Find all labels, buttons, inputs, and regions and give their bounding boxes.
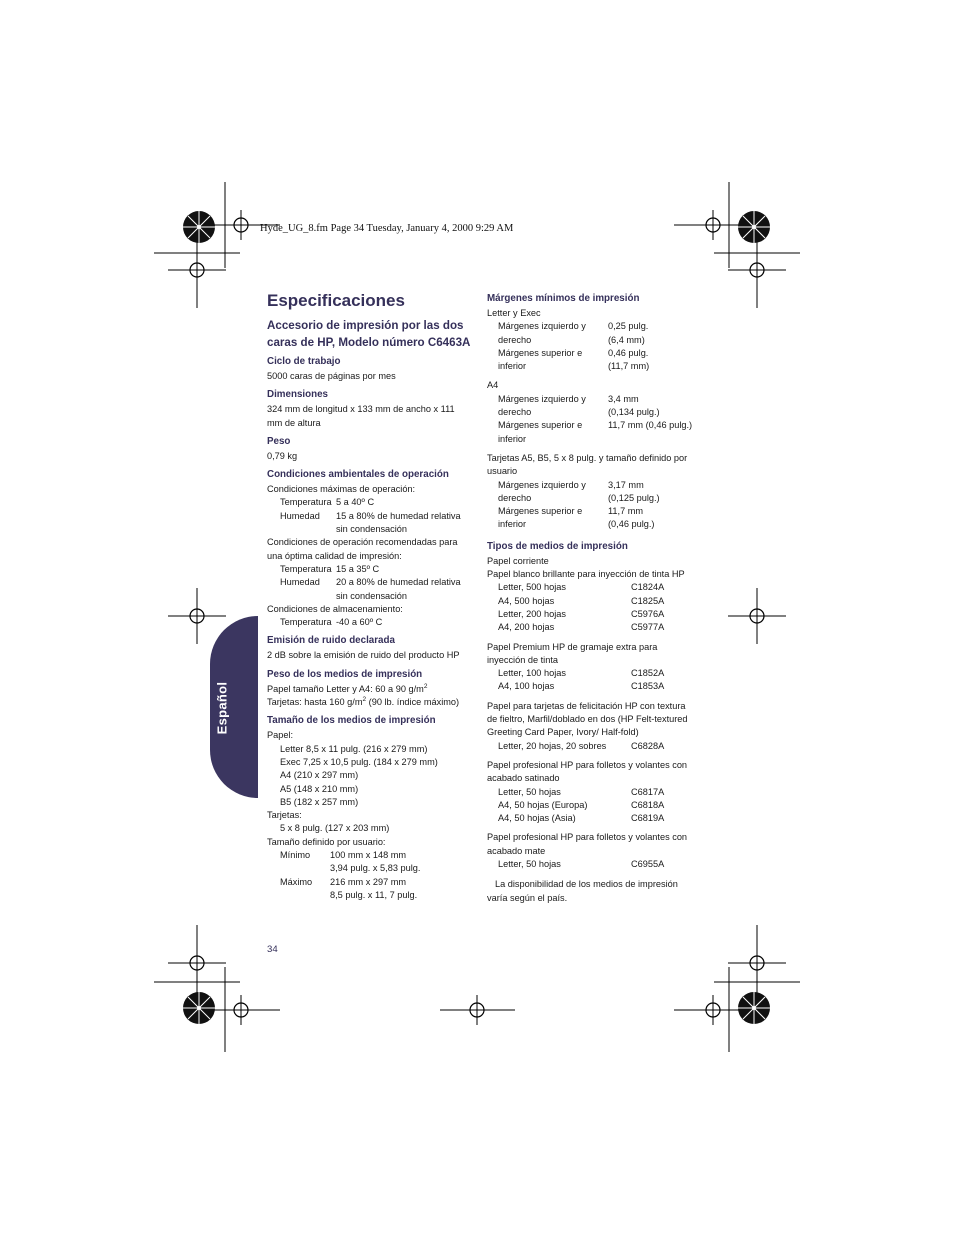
env-store-intro: Condiciones de almacenamiento: (267, 603, 403, 614)
media-item (487, 786, 697, 799)
right-column (487, 292, 697, 905)
weight-heading: Peso (267, 435, 291, 447)
media-item (487, 581, 697, 594)
margin-value: 11,7 mm (608, 506, 644, 517)
media-name: Letter, 200 hojas (498, 608, 566, 619)
media-group-label: Papel blanco brillante para inyección de tinta HP (487, 569, 685, 580)
env-value-group (336, 576, 472, 603)
env-value: 15 a 80% de humedad relativa (336, 510, 461, 521)
margin-key-group (498, 479, 608, 506)
media-code: C1824A (631, 582, 665, 593)
media-item (487, 812, 697, 825)
margin-row (487, 419, 697, 446)
margin-key: inferior (498, 519, 527, 530)
env-store-temp (267, 616, 472, 629)
paper-size: B5 (182 x 257 mm) (280, 796, 359, 807)
margin-group-label: A4 (487, 380, 499, 391)
media-name: Letter, 100 hojas (498, 668, 566, 679)
custom-key: Máximo (280, 876, 313, 887)
media-name: A4, 100 hojas (498, 681, 555, 692)
media-item (487, 680, 697, 693)
env-value: 20 a 80% de humedad relativa (336, 577, 461, 588)
margin-key: derecho (498, 492, 532, 503)
paper-size: Letter 8,5 x 11 pulg. (216 x 279 mm) (280, 743, 428, 754)
media-weight-text: Papel tamaño Letter y A4: 60 a 90 g/m (267, 683, 424, 694)
media-code: C6819A (631, 813, 665, 824)
file-header: Hyde_UG_8.fm Page 34 Tuesday, January 4, 2000 9:29 AM (260, 223, 514, 234)
env-label: Humedad (280, 577, 320, 588)
env-label: Temperatura (280, 563, 332, 574)
dims-text: 324 mm de longitud x 133 mm de ancho x 111 mm de altura (267, 404, 455, 428)
media-item (487, 858, 697, 871)
margins-groups (487, 307, 697, 532)
page-number: 34 (267, 944, 278, 955)
media-weight-heading: Peso de los medios de impresión (267, 668, 423, 680)
media-name: A4, 500 hojas (498, 595, 555, 606)
custom-value-group (330, 849, 472, 876)
types-groups (487, 568, 697, 871)
margin-value: (11,7 mm) (608, 361, 650, 372)
env-max-hum (267, 510, 472, 537)
media-code: C6955A (631, 858, 665, 869)
media-weight-line (267, 683, 472, 696)
availability-note: La disponibilidad de los medios de impresión varía según el país. (487, 879, 678, 903)
env-max-intro: Condiciones máximas de operación: (267, 484, 416, 495)
media-group-label: Papel Premium HP de gramaje extra para inyección de tinta (487, 641, 658, 665)
margin-key-group (498, 419, 608, 446)
media-code: C6817A (631, 786, 665, 797)
margin-key: derecho (498, 407, 532, 418)
custom-label: Tamaño definido por usuario: (267, 836, 386, 847)
margin-key: inferior (498, 361, 527, 372)
dims-heading: Dimensiones (267, 389, 328, 401)
media-code: C1852A (631, 668, 665, 679)
media-code: C6828A (631, 740, 665, 751)
custom-value: 3,94 pulg. x 5,83 pulg. (330, 863, 421, 874)
duty-heading: Ciclo de trabajo (267, 356, 341, 367)
media-item (487, 595, 697, 608)
margin-value: (6,4 mm) (608, 334, 645, 345)
media-code: C1825A (631, 595, 665, 606)
margin-key-group (498, 347, 608, 374)
paper-size: A5 (148 x 210 mm) (280, 783, 359, 794)
media-weight-text: Tarjetas: hasta 160 g/m (267, 697, 363, 708)
margin-value: 11,7 mm (0,46 pulg.) (608, 420, 693, 431)
env-heading: Condiciones ambientales de operación (267, 469, 449, 481)
cards-label: Tarjetas: (267, 810, 302, 821)
margin-key: Márgenes izquierdo y (498, 393, 586, 404)
media-item (487, 608, 697, 621)
left-column (267, 290, 472, 902)
margin-value: (0,46 pulg.) (608, 519, 655, 530)
plain-paper: Papel corriente (487, 555, 549, 566)
paper-size: A4 (210 x 297 mm) (280, 770, 359, 781)
media-weight-text: (90 lb. índice máximo) (366, 697, 460, 708)
margin-row (487, 505, 697, 532)
media-name: A4, 50 hojas (Europa) (498, 799, 588, 810)
margin-value: (0,125 pulg.) (608, 492, 660, 503)
env-max-temp (267, 496, 472, 509)
margin-key: Márgenes izquierdo y (498, 321, 586, 332)
media-size-heading: Tamaño de los medios de impresión (267, 715, 436, 727)
custom-value: 216 mm x 297 mm (330, 876, 407, 887)
language-tab-label: Español (214, 681, 230, 735)
media-weight-line (267, 696, 472, 709)
env-label: Temperatura (280, 497, 332, 508)
margin-row (487, 393, 697, 420)
margin-group-label: Letter y Exec (487, 308, 541, 318)
margin-value: (0,134 pulg.) (608, 407, 660, 418)
env-rec-intro: Condiciones de operación recomendadas para una óptima calidad de impresión: (267, 537, 458, 561)
margin-key-group (498, 320, 608, 347)
custom-value-group (330, 876, 472, 903)
margin-value-group (608, 393, 697, 420)
margin-row (487, 320, 697, 347)
media-group-label: Papel profesional HP para folletos y volantes con acabado mate (487, 832, 688, 856)
margin-group-label: Tarjetas A5, B5, 5 x 8 pulg. y tamaño definido por usuario (487, 452, 688, 477)
margin-value: 0,46 pulg. (608, 347, 649, 358)
duty-text: 5000 caras de páginas por mes (267, 371, 396, 381)
margin-value: 3,4 mm (608, 393, 639, 404)
margin-key: Márgenes superior e (498, 347, 583, 358)
env-value: 15 a 35º C (336, 563, 380, 574)
margin-value: 3,17 mm (608, 479, 644, 490)
margin-value-group (608, 347, 697, 374)
paper-size: Exec 7,25 x 10,5 pulg. (184 x 279 mm) (280, 756, 438, 767)
media-code: C5977A (631, 622, 665, 633)
page-title: Especificaciones (267, 291, 405, 310)
custom-min (267, 849, 472, 876)
margin-value-group (608, 320, 697, 347)
noise-text: 2 dB sobre la emisión de ruido del producto HP (267, 650, 460, 661)
margin-row (487, 347, 697, 374)
media-group-label: Papel para tarjetas de felicitación HP con textura de fieltro, Marfil/doblado en dos (HP Felt-textured Greeting Card Paper, Ivory/ Half-fold) (487, 700, 688, 738)
margin-key: Márgenes superior e (498, 420, 583, 431)
env-value: sin condensación (336, 590, 407, 601)
custom-value: 8,5 pulg. x 11, 7 pulg. (330, 889, 418, 900)
margin-value-group (608, 505, 697, 532)
media-code: C6818A (631, 799, 665, 810)
env-label: Humedad (280, 510, 320, 521)
margin-key: Márgenes superior e (498, 506, 583, 517)
env-value-group (336, 510, 472, 537)
types-heading: Tipos de medios de impresión (487, 540, 628, 552)
env-rec-temp (267, 563, 472, 576)
margins-heading: Márgenes mínimos de impresión (487, 293, 640, 304)
margin-key: Márgenes izquierdo y (498, 479, 586, 490)
media-name: A4, 50 hojas (Asia) (498, 813, 576, 824)
custom-key: Mínimo (280, 850, 311, 861)
media-code: C5976A (631, 608, 665, 619)
margin-key: inferior (498, 433, 527, 444)
env-value: 5 a 40º C (336, 497, 375, 508)
margin-value-group (608, 479, 697, 506)
custom-max (267, 876, 472, 903)
env-label: Temperatura (280, 617, 332, 628)
margin-value: 0,25 pulg. (608, 321, 649, 332)
custom-value: 100 mm x 148 mm (330, 850, 407, 861)
media-item (487, 740, 697, 753)
paper-label: Papel: (267, 730, 294, 741)
margin-value-group (608, 419, 697, 446)
media-item (487, 799, 697, 812)
margin-key: derecho (498, 334, 532, 345)
env-value: -40 a 60º C (336, 617, 383, 628)
media-group-label: Papel profesional HP para folletos y volantes con acabado satinado (487, 759, 688, 784)
media-item (487, 667, 697, 680)
media-name: A4, 200 hojas (498, 622, 555, 633)
media-name: Letter, 50 hojas (498, 786, 561, 797)
noise-heading: Emisión de ruido declarada (267, 635, 395, 647)
env-value: sin condensación (336, 524, 407, 535)
superscript: 2 (362, 695, 367, 703)
media-name: Letter, 20 hojas, 20 sobres (498, 740, 607, 751)
margin-row (487, 479, 697, 506)
env-rec-hum (267, 576, 472, 603)
weight-text: 0,79 kg (267, 450, 298, 461)
cards-size: 5 x 8 pulg. (127 x 203 mm) (280, 823, 390, 834)
section-subtitle: Accesorio de impresión por las dos caras de HP, Modelo número C6463A (267, 319, 471, 349)
margin-key-group (498, 393, 608, 420)
superscript: 2 (423, 682, 428, 690)
media-code: C1853A (631, 681, 665, 692)
media-name: Letter, 50 hojas (498, 858, 561, 869)
media-name: Letter, 500 hojas (498, 582, 566, 593)
media-item (487, 621, 697, 634)
margin-key-group (498, 505, 608, 532)
